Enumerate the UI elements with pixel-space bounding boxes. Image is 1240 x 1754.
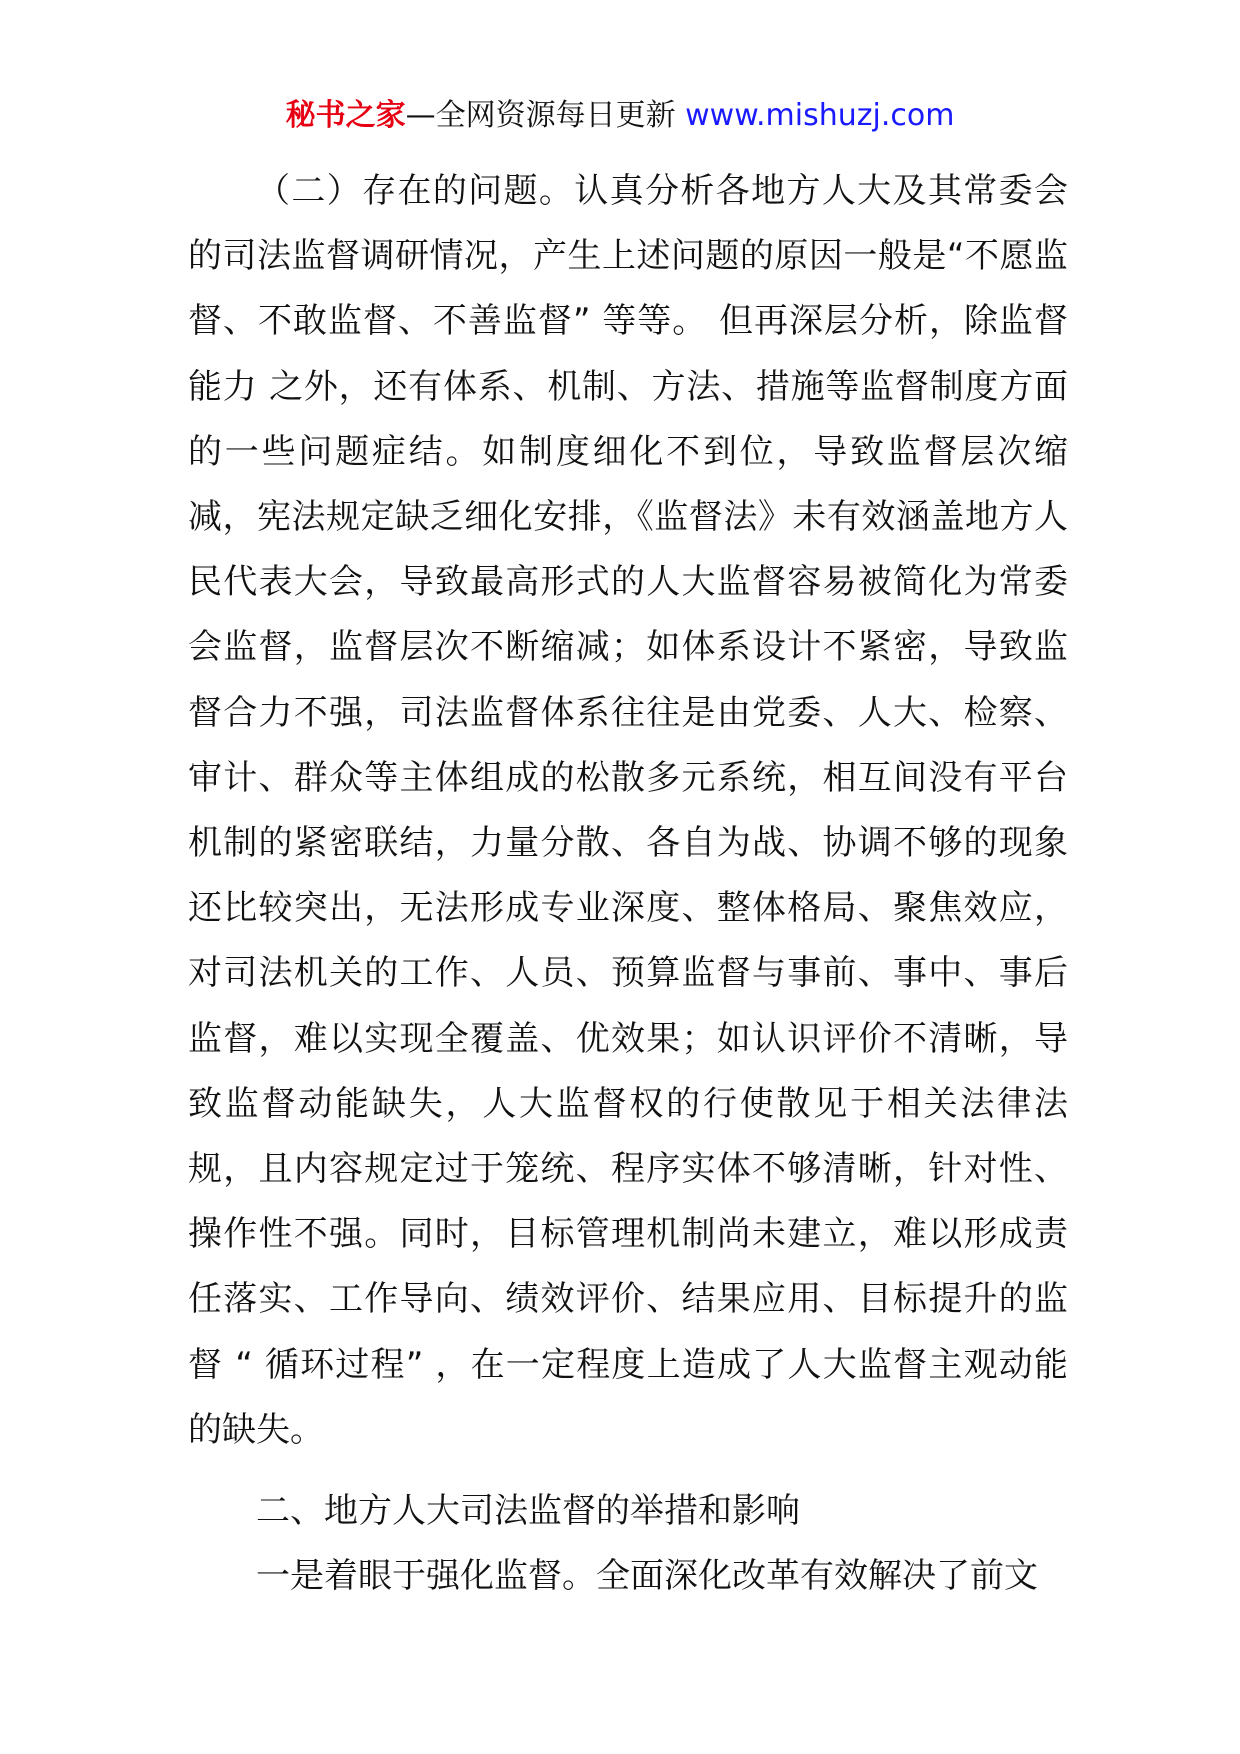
section-heading: 二、地方人大司法监督的举措和影响 [256,1491,800,1532]
site-header [0,96,1240,136]
document-body [188,159,1068,1609]
site-tagline: —全网资源每日更新 [405,98,686,133]
site-url-link[interactable]: www.mishuzj.com [685,98,955,133]
site-brand: 秘书之家 [285,98,406,133]
paragraph-strengthen-supervision: 一是着眼于强化监督。全面深化改革有效解决了前文 [256,1556,1038,1597]
paragraph-existing-problems: （二）存在的问题。认真分析各地方人大及其常委会的司法监督调研情况，产生上述问题的原因一般是“不愿监督、不敢监督、不善监督” 等等。 但再深层分析，除监督能力 之外，还有体系、机制、方法、措施等监督制度方面的一些问题症结。如制度细化不到位，导致监督层次缩减，宪法规定缺乏细化安排，《监督法》未有效涵盖地方人民代表大会，导致最高形式的人大监督容易被简化为常委会监督，监督层次不断缩减；如体系设计不紧密，导致监督合力不强，司法监督体系往往是由党委、人大、检察、审计、群众等主体组成的松散多元系统，相互间没有平台机制的紧密联结，力量分散、各自为战、协调不够的现象还比较突出，无法形成专业深度、整体格局、聚焦效应，对司法机关的工作、人员、预算监督与事前、事中、事后监督，难以实现全覆盖、优效果；如认识评价不清晰，导致监督动能缺失，人大监督权的行使散见于相关法律法规，且内容规定过于笼统、程序实体不够清晰，针对性、操作性不强。同时，目标管理机制尚未建立，难以形成责任落实、工作导向、绩效评价、结果应用、目标提升的监督 “ 循环过程” ，在一定程度上造成了人大监督主观动能的缺失。 [188,171,1068,1450]
